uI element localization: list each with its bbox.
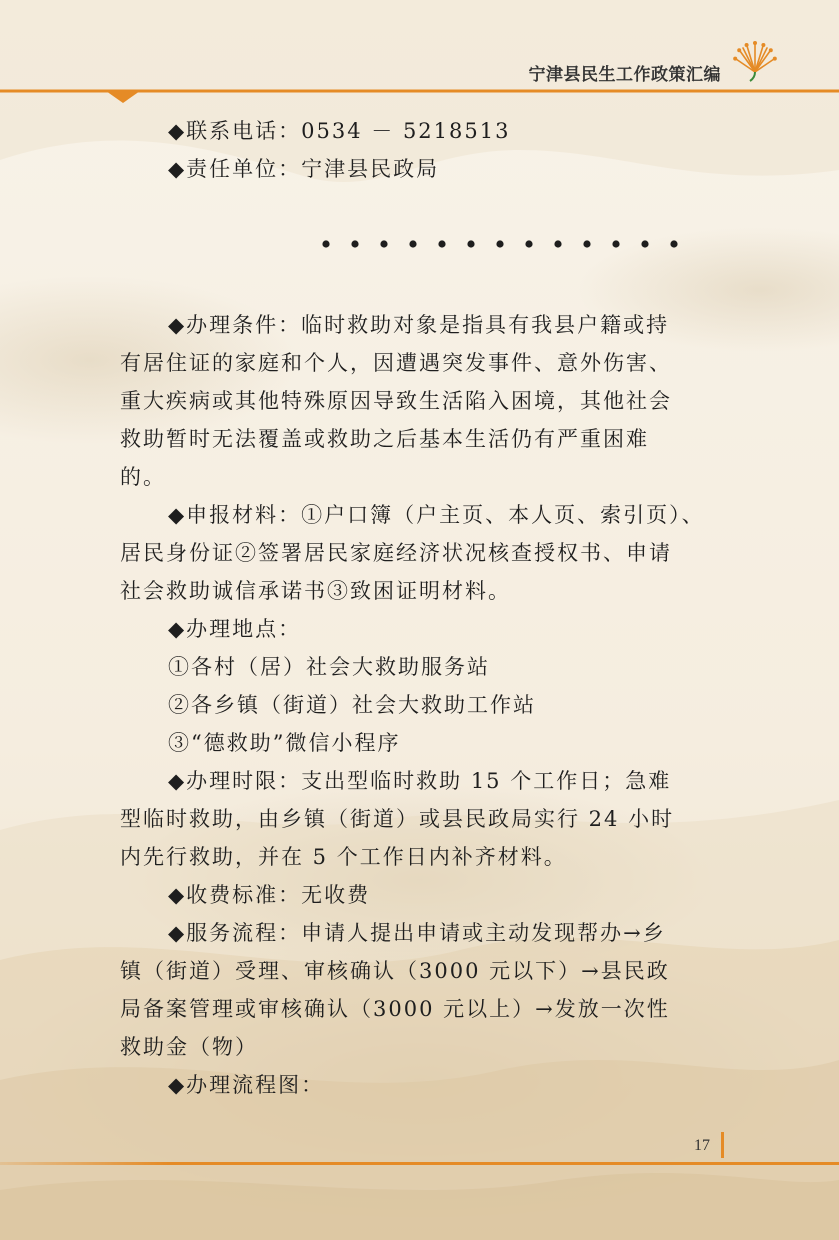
flowchart-paragraph — [120, 1066, 720, 1104]
text-line: 社会救助诚信承诺书③致困证明材料。 — [120, 579, 511, 603]
materials-paragraph — [120, 496, 720, 610]
text-line: 居民身份证②签署居民家庭经济状况核查授权书、申请 — [120, 541, 672, 565]
fee-line: ◆收费标准：无收费 — [168, 883, 371, 907]
separator-dots — [322, 234, 702, 254]
text-line: 型临时救助，由乡镇（街道）或县民政局实行 24 小时 — [120, 807, 675, 831]
main-content — [120, 306, 720, 1104]
header-rule — [0, 88, 839, 108]
header-title: 宁津县民生工作政策汇编 — [528, 65, 721, 85]
location-item: ①各村（居）社会大救助服务站 — [168, 655, 490, 679]
fee-paragraph — [120, 876, 720, 914]
text-line: 局备案管理或审核确认（3000 元以上）→发放一次性 — [120, 997, 670, 1021]
contact-block — [120, 112, 720, 188]
text-line: 救助暂时无法覆盖或救助之后基本生活仍有严重困难 — [120, 427, 649, 451]
location-paragraph — [120, 610, 720, 762]
process-paragraph — [120, 914, 720, 1066]
conditions-paragraph — [120, 306, 720, 496]
text-line: ◆申报材料：①户口簿（户主页、本人页、索引页）、 — [168, 503, 705, 527]
text-line: ◆办理条件：临时救助对象是指具有我县户籍或持 — [168, 313, 670, 337]
text-line: 有居住证的家庭和个人，因遭遇突发事件、意外伤害、 — [120, 351, 672, 375]
text-line: 的。 — [120, 465, 166, 489]
contact-phone: ◆联系电话：0534 － 5218513 — [168, 119, 511, 143]
text-line: 救助金（物） — [120, 1035, 258, 1059]
text-line: ◆服务流程：申请人提出申请或主动发现帮办→乡 — [168, 921, 666, 945]
text-line: 内先行救助，并在 5 个工作日内补齐材料。 — [120, 845, 567, 869]
responsible-unit: ◆责任单位：宁津县民政局 — [168, 157, 440, 181]
text-line: ◆办理时限：支出型临时救助 15 个工作日；急难 — [168, 769, 672, 793]
footer-rule — [0, 1160, 839, 1168]
page-number-divider — [721, 1132, 724, 1158]
text-line: 镇（街道）受理、审核确认（3000 元以下）→县民政 — [120, 959, 670, 983]
location-item: ②各乡镇（街道）社会大救助工作站 — [168, 693, 536, 717]
location-item: ③“德救助”微信小程序 — [168, 731, 401, 755]
page-number: 17 — [694, 1137, 710, 1154]
location-heading: ◆办理地点： — [168, 617, 302, 641]
text-line: 重大疾病或其他特殊原因导致生活陷入困境，其他社会 — [120, 389, 672, 413]
sunburst-logo-icon — [733, 38, 777, 82]
time-limit-paragraph — [120, 762, 720, 876]
flowchart-heading: ◆办理流程图： — [168, 1073, 325, 1097]
